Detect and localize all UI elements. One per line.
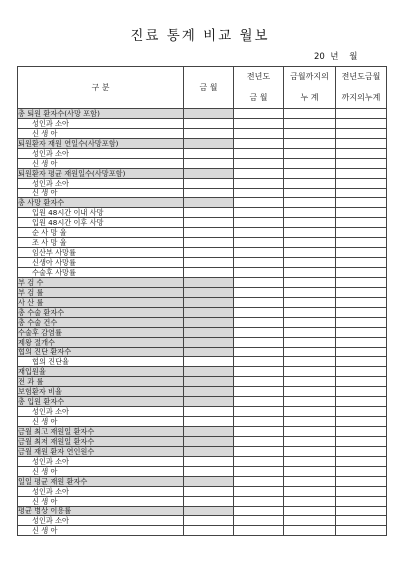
row-label: 조 사 망 율: [18, 238, 184, 248]
cell-prev-year-month[interactable]: [234, 387, 284, 397]
cell-prev-year-cumulative[interactable]: [336, 357, 387, 367]
cell-month[interactable]: [184, 268, 234, 278]
cell-prev-year-cumulative[interactable]: [336, 486, 387, 496]
cell-cumulative[interactable]: [284, 417, 336, 427]
cell-prev-year-month[interactable]: [234, 188, 284, 198]
cell-cumulative[interactable]: [284, 427, 336, 437]
cell-prev-year-cumulative[interactable]: [336, 218, 387, 228]
row-label: 신생아 사망률: [18, 258, 184, 268]
cell-month[interactable]: [184, 486, 234, 496]
cell-prev-year-cumulative[interactable]: [336, 287, 387, 297]
table-row: [18, 436, 387, 446]
cell-cumulative[interactable]: [284, 109, 336, 119]
cell-month[interactable]: [184, 218, 234, 228]
row-label: 입원 48시간 이후 사망: [18, 218, 184, 228]
cell-prev-year-month[interactable]: [234, 218, 284, 228]
cell-prev-year-month[interactable]: [234, 297, 284, 307]
table-row: [18, 317, 387, 327]
table-row: [18, 506, 387, 516]
cell-prev-year-cumulative[interactable]: [336, 198, 387, 208]
cell-month[interactable]: [184, 188, 234, 198]
cell-prev-year-cumulative[interactable]: [336, 158, 387, 168]
cell-prev-year-month[interactable]: [234, 317, 284, 327]
cell-cumulative[interactable]: [284, 377, 336, 387]
cell-prev-year-cumulative[interactable]: [336, 516, 387, 526]
cell-month[interactable]: [184, 128, 234, 138]
cell-month[interactable]: [184, 109, 234, 119]
cell-cumulative[interactable]: [284, 178, 336, 188]
cell-cumulative[interactable]: [284, 208, 336, 218]
cell-cumulative[interactable]: [284, 128, 336, 138]
table-row: [18, 188, 387, 198]
cell-prev-year-month[interactable]: [234, 168, 284, 178]
cell-prev-year-cumulative[interactable]: [336, 476, 387, 486]
cell-prev-year-month[interactable]: [234, 138, 284, 148]
cell-prev-year-month[interactable]: [234, 357, 284, 367]
cell-prev-year-month[interactable]: [234, 516, 284, 526]
cell-month[interactable]: [184, 168, 234, 178]
cell-prev-year-month[interactable]: [234, 506, 284, 516]
row-label: 재입원율: [18, 367, 184, 377]
cell-cumulative[interactable]: [284, 277, 336, 287]
cell-prev-year-cumulative[interactable]: [336, 387, 387, 397]
cell-prev-year-cumulative[interactable]: [336, 417, 387, 427]
cell-prev-year-cumulative[interactable]: [336, 427, 387, 437]
cell-month[interactable]: [184, 367, 234, 377]
row-label: 퇴원환자 평균 재원일수(사망포함): [18, 168, 184, 178]
header-cumulative-top: 금월까지의: [284, 67, 336, 88]
cell-month[interactable]: [184, 307, 234, 317]
cell-prev-year-month[interactable]: [234, 208, 284, 218]
row-label: 신 생 아: [18, 128, 184, 138]
table-row: [18, 486, 387, 496]
cell-month[interactable]: [184, 476, 234, 486]
cell-prev-year-cumulative[interactable]: [336, 526, 387, 536]
cell-prev-year-cumulative[interactable]: [336, 377, 387, 387]
table-row: [18, 238, 387, 248]
cell-prev-year-cumulative[interactable]: [336, 188, 387, 198]
cell-prev-year-cumulative[interactable]: [336, 297, 387, 307]
cell-prev-year-cumulative[interactable]: [336, 397, 387, 407]
cell-cumulative[interactable]: [284, 466, 336, 476]
cell-month[interactable]: [184, 347, 234, 357]
cell-cumulative[interactable]: [284, 506, 336, 516]
row-label: 협의 진단 환자수: [18, 347, 184, 357]
cell-prev-year-cumulative[interactable]: [336, 337, 387, 347]
row-label: 일일 평균 재원 환자수: [18, 476, 184, 486]
cell-prev-year-cumulative[interactable]: [336, 506, 387, 516]
row-label: 신 생 아: [18, 466, 184, 476]
table-row: [18, 268, 387, 278]
cell-prev-year-month[interactable]: [234, 228, 284, 238]
row-label: 성인과 소아: [18, 148, 184, 158]
cell-month[interactable]: [184, 287, 234, 297]
row-label: 순 사 망 율: [18, 228, 184, 238]
cell-cumulative[interactable]: [284, 526, 336, 536]
cell-cumulative[interactable]: [284, 148, 336, 158]
cell-cumulative[interactable]: [284, 188, 336, 198]
cell-month[interactable]: [184, 277, 234, 287]
cell-prev-year-month[interactable]: [234, 109, 284, 119]
cell-prev-year-month[interactable]: [234, 118, 284, 128]
row-label: 성인과 소아: [18, 516, 184, 526]
cell-prev-year-cumulative[interactable]: [336, 327, 387, 337]
cell-prev-year-month[interactable]: [234, 397, 284, 407]
cell-prev-year-cumulative[interactable]: [336, 277, 387, 287]
cell-prev-year-month[interactable]: [234, 466, 284, 476]
table-row: [18, 158, 387, 168]
cell-prev-year-cumulative[interactable]: [336, 238, 387, 248]
cell-prev-year-month[interactable]: [234, 337, 284, 347]
row-label: 퇴원환자 재원 연일수(사망포함): [18, 138, 184, 148]
row-label: 전 과 률: [18, 377, 184, 387]
row-label: 총 입원 환자수: [18, 397, 184, 407]
cell-cumulative[interactable]: [284, 456, 336, 466]
table-row: [18, 297, 387, 307]
row-label: 금월 재원 환자 연인원수: [18, 446, 184, 456]
cell-prev-year-cumulative[interactable]: [336, 178, 387, 188]
table-row: [18, 128, 387, 138]
cell-prev-year-month[interactable]: [234, 287, 284, 297]
cell-prev-year-cumulative[interactable]: [336, 436, 387, 446]
cell-month[interactable]: [184, 456, 234, 466]
cell-month[interactable]: [184, 228, 234, 238]
cell-cumulative[interactable]: [284, 476, 336, 486]
table-row: [18, 248, 387, 258]
row-label: 임산부 사망률: [18, 248, 184, 258]
row-label: 금월 최고 재원일 환자수: [18, 427, 184, 437]
row-label: 금월 최저 재원일 환자수: [18, 436, 184, 446]
statistics-table: [17, 66, 387, 536]
header-month: 금 월: [184, 67, 234, 109]
cell-month[interactable]: [184, 446, 234, 456]
cell-month[interactable]: [184, 158, 234, 168]
row-label: 입원 48시간 이내 사망: [18, 208, 184, 218]
table-row: [18, 337, 387, 347]
row-label: 부 검 률: [18, 287, 184, 297]
cell-month[interactable]: [184, 397, 234, 407]
table-row: [18, 427, 387, 437]
cell-month[interactable]: [184, 496, 234, 506]
cell-prev-year-month[interactable]: [234, 158, 284, 168]
cell-cumulative[interactable]: [284, 218, 336, 228]
row-label: 평균 병상 이용률: [18, 506, 184, 516]
row-label: 보험환자 비율: [18, 387, 184, 397]
cell-cumulative[interactable]: [284, 397, 336, 407]
cell-prev-year-cumulative[interactable]: [336, 148, 387, 158]
table-body: [18, 109, 387, 536]
table-row: [18, 168, 387, 178]
cell-month[interactable]: [184, 198, 234, 208]
row-label: 수술후 사망률: [18, 268, 184, 278]
row-label: 신 생 아: [18, 158, 184, 168]
cell-cumulative[interactable]: [284, 436, 336, 446]
cell-prev-year-month[interactable]: [234, 407, 284, 417]
header-prev-year-month-top: 전년도: [234, 67, 284, 88]
cell-cumulative[interactable]: [284, 248, 336, 258]
table-row: [18, 178, 387, 188]
cell-cumulative[interactable]: [284, 268, 336, 278]
cell-prev-year-cumulative[interactable]: [336, 208, 387, 218]
table-row: [18, 476, 387, 486]
cell-prev-year-month[interactable]: [234, 427, 284, 437]
cell-prev-year-month[interactable]: [234, 258, 284, 268]
table-row: [18, 516, 387, 526]
cell-prev-year-month[interactable]: [234, 476, 284, 486]
cell-prev-year-cumulative[interactable]: [336, 367, 387, 377]
cell-prev-year-month[interactable]: [234, 496, 284, 506]
cell-prev-year-cumulative[interactable]: [336, 248, 387, 258]
cell-prev-year-cumulative[interactable]: [336, 347, 387, 357]
cell-month[interactable]: [184, 417, 234, 427]
table-row: [18, 357, 387, 367]
row-label: 신 생 아: [18, 188, 184, 198]
cell-month[interactable]: [184, 248, 234, 258]
header-prev-year-cumulative-bottom: 까지의누계: [336, 88, 387, 109]
cell-prev-year-month[interactable]: [234, 347, 284, 357]
cell-cumulative[interactable]: [284, 158, 336, 168]
header-category: 구 분: [18, 67, 184, 109]
cell-prev-year-month[interactable]: [234, 248, 284, 258]
cell-cumulative[interactable]: [284, 486, 336, 496]
cell-prev-year-month[interactable]: [234, 277, 284, 287]
cell-cumulative[interactable]: [284, 446, 336, 456]
cell-cumulative[interactable]: [284, 347, 336, 357]
cell-month[interactable]: [184, 327, 234, 337]
cell-prev-year-cumulative[interactable]: [336, 128, 387, 138]
cell-cumulative[interactable]: [284, 258, 336, 268]
cell-prev-year-cumulative[interactable]: [336, 109, 387, 119]
cell-month[interactable]: [184, 238, 234, 248]
table-row: [18, 277, 387, 287]
cell-prev-year-month[interactable]: [234, 327, 284, 337]
cell-month[interactable]: [184, 506, 234, 516]
table-row: [18, 347, 387, 357]
table-row: [18, 526, 387, 536]
cell-month[interactable]: [184, 148, 234, 158]
cell-prev-year-cumulative[interactable]: [336, 118, 387, 128]
cell-month[interactable]: [184, 427, 234, 437]
cell-month[interactable]: [184, 436, 234, 446]
cell-prev-year-month[interactable]: [234, 128, 284, 138]
row-label: 수술후 감염률: [18, 327, 184, 337]
cell-prev-year-month[interactable]: [234, 268, 284, 278]
cell-prev-year-month[interactable]: [234, 417, 284, 427]
cell-cumulative[interactable]: [284, 238, 336, 248]
table-row: [18, 397, 387, 407]
table-row: [18, 138, 387, 148]
cell-month[interactable]: [184, 357, 234, 367]
row-label: 성인과 소아: [18, 486, 184, 496]
cell-prev-year-cumulative[interactable]: [336, 407, 387, 417]
table-row: [18, 327, 387, 337]
cell-cumulative[interactable]: [284, 198, 336, 208]
cell-cumulative[interactable]: [284, 516, 336, 526]
cell-prev-year-month[interactable]: [234, 367, 284, 377]
cell-month[interactable]: [184, 516, 234, 526]
cell-prev-year-cumulative[interactable]: [336, 466, 387, 476]
cell-prev-year-cumulative[interactable]: [336, 138, 387, 148]
table-row: [18, 446, 387, 456]
table-row: [18, 109, 387, 119]
cell-month[interactable]: [184, 407, 234, 417]
row-label: 협의 진단율: [18, 357, 184, 367]
table-row: [18, 407, 387, 417]
cell-prev-year-cumulative[interactable]: [336, 446, 387, 456]
table-row: [18, 466, 387, 476]
cell-prev-year-month[interactable]: [234, 377, 284, 387]
table-row: [18, 417, 387, 427]
row-label: 사 산 률: [18, 297, 184, 307]
table-row: [18, 228, 387, 238]
cell-prev-year-cumulative[interactable]: [336, 228, 387, 238]
row-label: 성인과 소아: [18, 456, 184, 466]
table-row: [18, 118, 387, 128]
cell-prev-year-cumulative[interactable]: [336, 496, 387, 506]
table-row: [18, 496, 387, 506]
cell-month[interactable]: [184, 526, 234, 536]
cell-prev-year-month[interactable]: [234, 307, 284, 317]
cell-month[interactable]: [184, 377, 234, 387]
table-row: [18, 367, 387, 377]
row-label: 성인과 소아: [18, 178, 184, 188]
row-label: 신 생 아: [18, 526, 184, 536]
cell-cumulative[interactable]: [284, 387, 336, 397]
cell-month[interactable]: [184, 337, 234, 347]
cell-prev-year-cumulative[interactable]: [336, 258, 387, 268]
cell-prev-year-cumulative[interactable]: [336, 317, 387, 327]
cell-cumulative[interactable]: [284, 496, 336, 506]
cell-month[interactable]: [184, 138, 234, 148]
cell-prev-year-month[interactable]: [234, 178, 284, 188]
cell-month[interactable]: [184, 208, 234, 218]
cell-cumulative[interactable]: [284, 357, 336, 367]
cell-prev-year-month[interactable]: [234, 446, 284, 456]
table-row: [18, 258, 387, 268]
row-label: 성인과 소아: [18, 407, 184, 417]
table-row: [18, 287, 387, 297]
cell-prev-year-month[interactable]: [234, 238, 284, 248]
cell-prev-year-month[interactable]: [234, 436, 284, 446]
table-row: [18, 456, 387, 466]
cell-cumulative[interactable]: [284, 307, 336, 317]
header-prev-year-month-bottom: 금 월: [234, 88, 284, 109]
table-row: [18, 208, 387, 218]
row-label: 성인과 소아: [18, 118, 184, 128]
cell-cumulative[interactable]: [284, 337, 336, 347]
cell-cumulative[interactable]: [284, 138, 336, 148]
table-row: [18, 218, 387, 228]
row-label: 제왕 절개수: [18, 337, 184, 347]
cell-month[interactable]: [184, 387, 234, 397]
row-label: 부 검 수: [18, 277, 184, 287]
row-label: 총 사망 환자수: [18, 198, 184, 208]
cell-month[interactable]: [184, 118, 234, 128]
row-label: 총 퇴원 환자수(사망 포함): [18, 109, 184, 119]
cell-prev-year-month[interactable]: [234, 526, 284, 536]
date-line: 20 년 월: [314, 52, 358, 62]
cell-prev-year-cumulative[interactable]: [336, 268, 387, 278]
cell-cumulative[interactable]: [284, 118, 336, 128]
row-label: 신 생 아: [18, 496, 184, 506]
cell-cumulative[interactable]: [284, 168, 336, 178]
cell-cumulative[interactable]: [284, 367, 336, 377]
cell-prev-year-cumulative[interactable]: [336, 307, 387, 317]
cell-prev-year-month[interactable]: [234, 456, 284, 466]
cell-month[interactable]: [184, 317, 234, 327]
row-label: 총 수술 환자수: [18, 307, 184, 317]
cell-month[interactable]: [184, 258, 234, 268]
page-title: 진료 통계 비교 월보: [130, 28, 270, 44]
cell-prev-year-month[interactable]: [234, 486, 284, 496]
table-row: [18, 148, 387, 158]
header-cumulative-bottom: 누 계: [284, 88, 336, 109]
table-row: [18, 307, 387, 317]
cell-cumulative[interactable]: [284, 407, 336, 417]
header-prev-year-cumulative-top: 전년도금월: [336, 67, 387, 88]
cell-prev-year-cumulative[interactable]: [336, 168, 387, 178]
cell-cumulative[interactable]: [284, 297, 336, 307]
table-row: [18, 198, 387, 208]
cell-prev-year-month[interactable]: [234, 148, 284, 158]
row-label: 신 생 아: [18, 417, 184, 427]
table-row: [18, 387, 387, 397]
cell-cumulative[interactable]: [284, 287, 336, 297]
cell-cumulative[interactable]: [284, 317, 336, 327]
table-row: [18, 377, 387, 387]
cell-cumulative[interactable]: [284, 327, 336, 337]
cell-month[interactable]: [184, 297, 234, 307]
row-label: 총 수술 건수: [18, 317, 184, 327]
cell-prev-year-cumulative[interactable]: [336, 456, 387, 466]
cell-prev-year-month[interactable]: [234, 198, 284, 208]
cell-month[interactable]: [184, 466, 234, 476]
cell-cumulative[interactable]: [284, 228, 336, 238]
cell-month[interactable]: [184, 178, 234, 188]
